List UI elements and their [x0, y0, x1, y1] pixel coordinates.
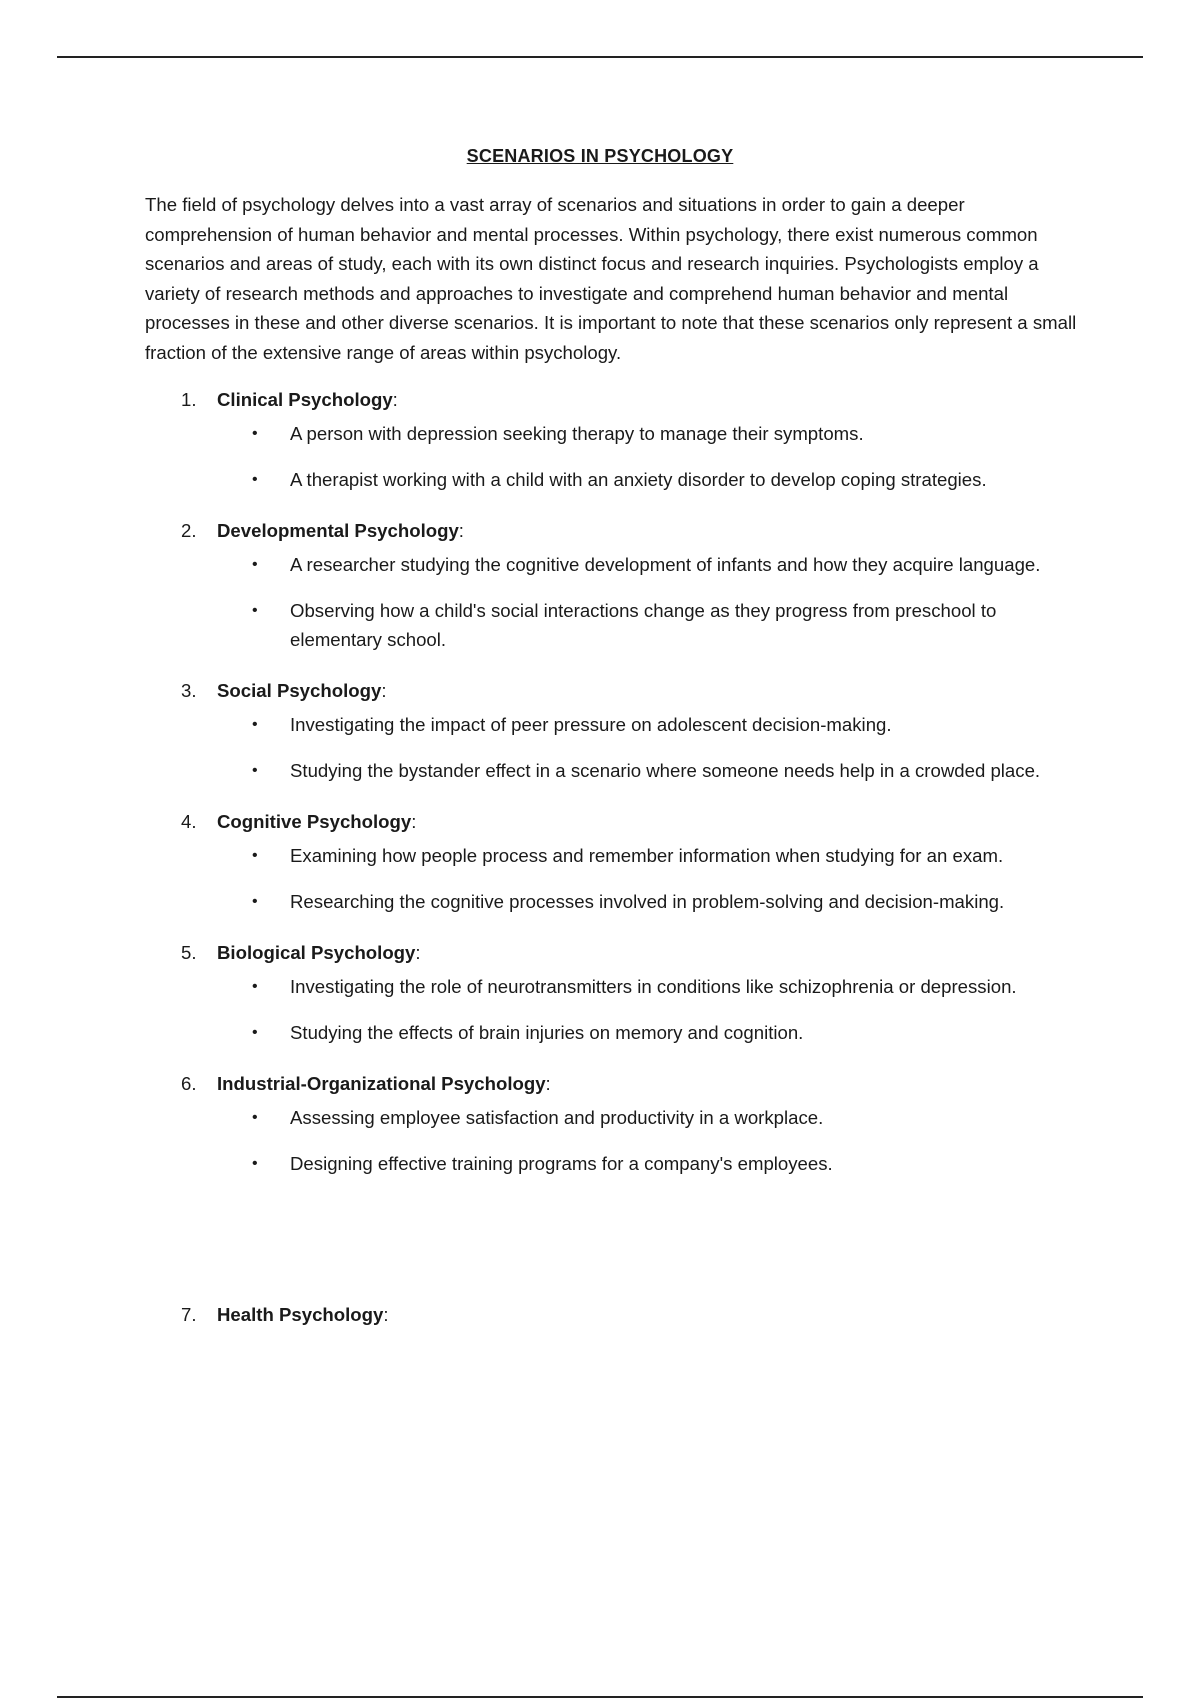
bullet-dot-icon: •	[252, 716, 258, 733]
section-number: 1.	[181, 389, 197, 410]
bullet-item	[145, 1103, 1080, 1132]
bullet-item	[145, 710, 1080, 739]
section-title: Cognitive Psychology	[217, 811, 412, 832]
section-title: Clinical Psychology	[217, 389, 393, 410]
section	[145, 1295, 1080, 1334]
bullet-text: Observing how a child's social interactions change as they progress from preschool to elementary school.	[290, 600, 997, 650]
section-number: 4.	[181, 811, 197, 832]
bullet-item	[145, 841, 1080, 870]
bullet-text: Assessing employee satisfaction and productivity in a workplace.	[290, 1107, 824, 1128]
section-title: Social Psychology	[217, 680, 382, 701]
bullet-text: Researching the cognitive processes involved in problem-solving and decision-making.	[290, 891, 1005, 912]
section	[145, 1064, 1080, 1178]
bullet-dot-icon: •	[252, 1024, 258, 1041]
bullet-text: Designing effective training programs for a company's employees.	[290, 1153, 833, 1174]
section	[145, 380, 1080, 494]
bullet-list	[145, 841, 1080, 916]
bullet-item	[145, 1018, 1080, 1047]
bullet-dot-icon: •	[252, 1155, 258, 1172]
bullet-dot-icon: •	[252, 425, 258, 442]
section-colon: :	[381, 680, 387, 701]
bullet-dot-icon: •	[252, 762, 258, 779]
section	[145, 933, 1080, 1047]
bullet-list	[145, 550, 1080, 654]
bullet-item	[145, 596, 1080, 654]
bullet-list	[145, 972, 1080, 1047]
blank-space	[145, 1195, 1080, 1295]
page-title: SCENARIOS IN PSYCHOLOGY	[466, 146, 734, 166]
bullet-dot-icon: •	[252, 893, 258, 910]
bullet-text: Investigating the impact of peer pressure on adolescent decision-making.	[290, 714, 892, 735]
bullet-dot-icon: •	[252, 1109, 258, 1126]
section-colon: :	[383, 1304, 389, 1325]
bullet-text: Studying the effects of brain injuries on memory and cognition.	[290, 1022, 804, 1043]
section-number: 6.	[181, 1073, 197, 1094]
bullet-item	[145, 887, 1080, 916]
section-heading	[145, 1064, 1080, 1103]
bullet-text: Investigating the role of neurotransmitters in conditions like schizophrenia or depression.	[290, 976, 1017, 997]
bullet-text: A researcher studying the cognitive development of infants and how they acquire language.	[290, 554, 1041, 575]
section-number: 2.	[181, 520, 197, 541]
section-heading	[145, 671, 1080, 710]
section	[145, 802, 1080, 916]
bullet-item	[145, 465, 1080, 494]
bullet-dot-icon: •	[252, 556, 258, 573]
section-title: Industrial-Organizational Psychology	[217, 1073, 546, 1094]
bullet-item	[145, 550, 1080, 579]
section-colon: :	[392, 389, 398, 410]
bullet-dot-icon: •	[252, 847, 258, 864]
top-rule	[57, 56, 1143, 58]
bullet-text: A therapist working with a child with an anxiety disorder to develop coping strategies.	[290, 469, 987, 490]
section-heading	[145, 1295, 1080, 1334]
section-heading	[145, 933, 1080, 972]
intro-paragraph: The field of psychology delves into a vast array of scenarios and situations in order to gain a deeper comprehension of human behavior and mental processes. Within psychology, there exist numerous common scenarios and areas of study, each with its own distinct focus and research inquiries. Psychologists employ a variety of research methods and approaches to investigate and comprehend human behavior and mental processes in these and other diverse scenarios. It is important to note that these scenarios only represent a small fraction of the extensive range of areas within psychology.	[145, 194, 1077, 363]
bullet-list	[145, 419, 1080, 494]
section-heading	[145, 511, 1080, 550]
bullet-dot-icon: •	[252, 978, 258, 995]
bullet-dot-icon: •	[252, 471, 258, 488]
scenario-list	[145, 380, 1080, 1334]
section-number: 5.	[181, 942, 197, 963]
section-colon: :	[458, 520, 464, 541]
section	[145, 671, 1080, 785]
bullet-text: Examining how people process and remember information when studying for an exam.	[290, 845, 1004, 866]
section-colon: :	[545, 1073, 551, 1094]
section-heading	[145, 380, 1080, 419]
bullet-list	[145, 710, 1080, 785]
section-number: 3.	[181, 680, 197, 701]
bullet-dot-icon: •	[252, 602, 258, 619]
section-colon: :	[411, 811, 417, 832]
bullet-item	[145, 1149, 1080, 1178]
bullet-item	[145, 419, 1080, 448]
section-colon: :	[415, 942, 421, 963]
section-title: Health Psychology	[217, 1304, 384, 1325]
bullet-item	[145, 972, 1080, 1001]
section-heading	[145, 802, 1080, 841]
section-title: Developmental Psychology	[217, 520, 459, 541]
bullet-text: Studying the bystander effect in a scenario where someone needs help in a crowded place.	[290, 760, 1041, 781]
bullet-list	[145, 1103, 1080, 1178]
section	[145, 511, 1080, 654]
bullet-text: A person with depression seeking therapy to manage their symptoms.	[290, 423, 864, 444]
section-title: Biological Psychology	[217, 942, 416, 963]
bottom-rule	[57, 1696, 1143, 1698]
bullet-item	[145, 756, 1080, 785]
section-number: 7.	[181, 1304, 197, 1325]
